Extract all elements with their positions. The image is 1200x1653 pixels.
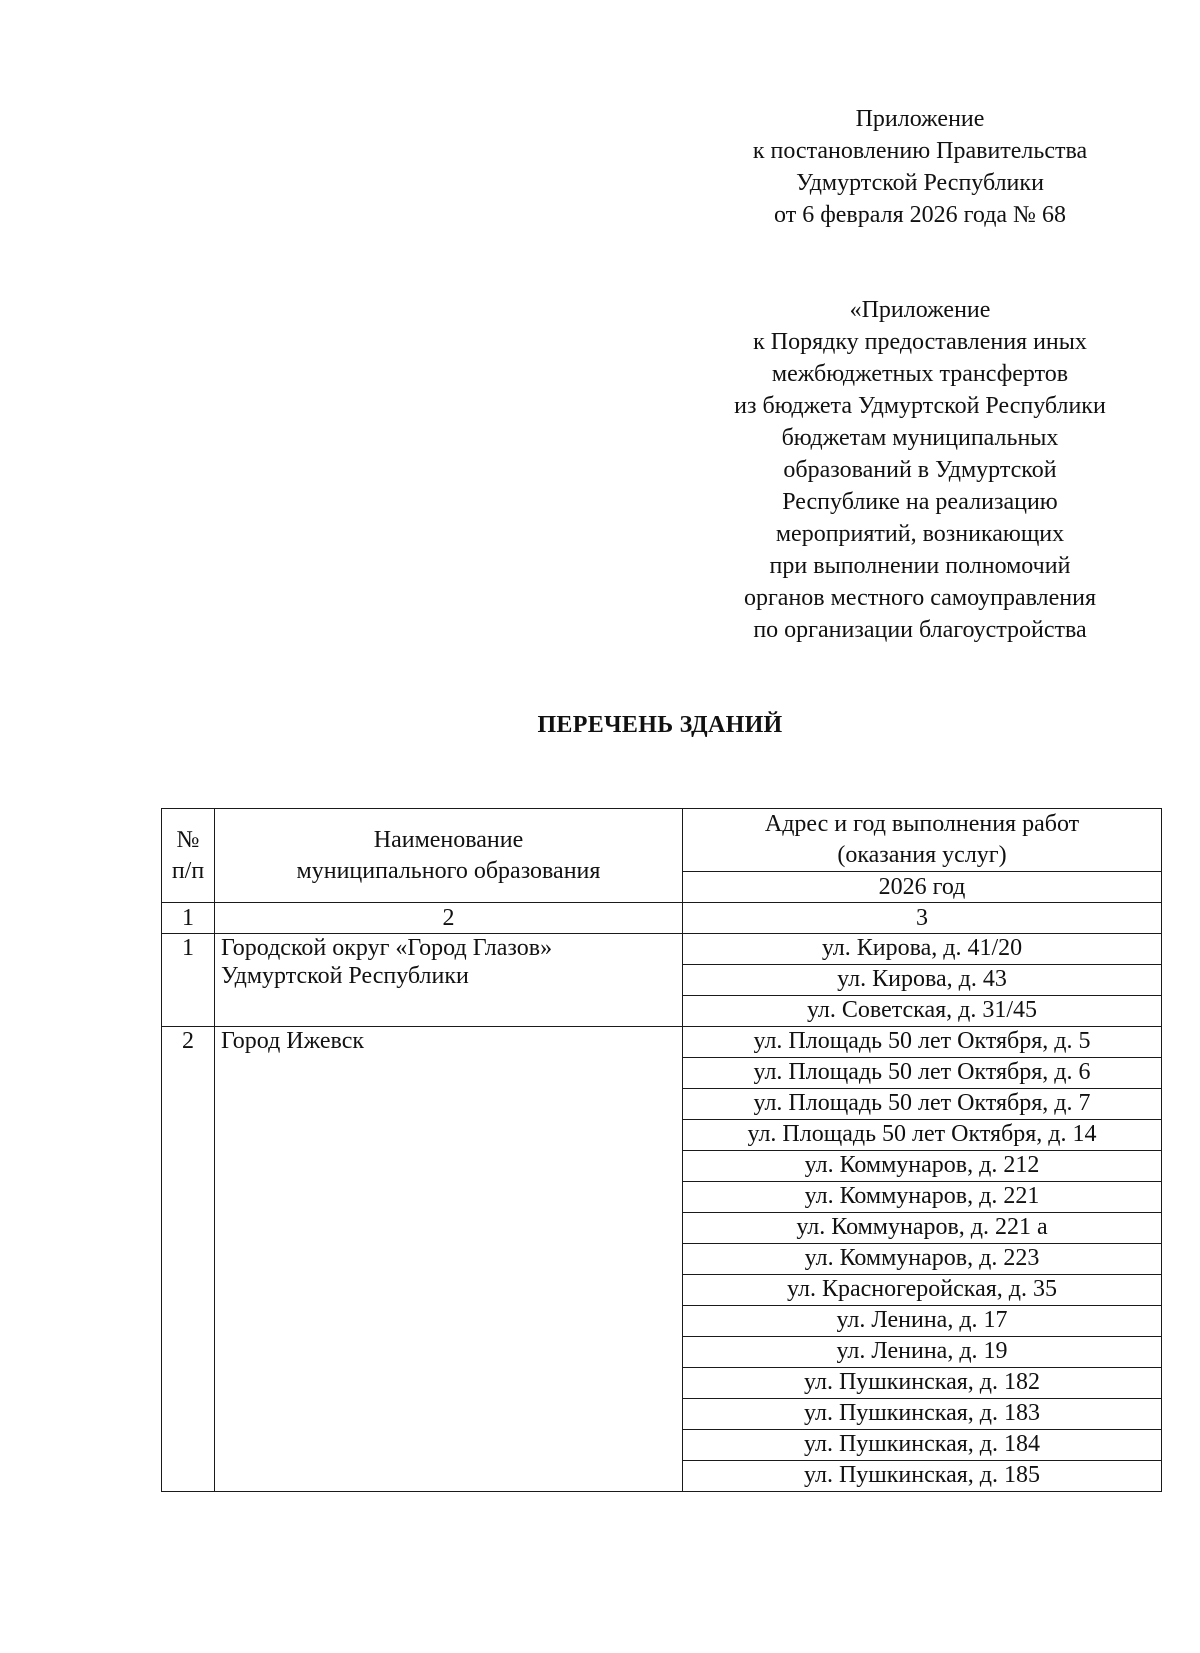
table-row — [162, 1027, 1162, 1058]
index-row — [162, 903, 1162, 934]
annex-quote-line: по организации благоустройства — [753, 617, 1087, 643]
annex-quote-line: из бюджета Удмуртской Республики — [734, 393, 1106, 419]
header-address-cell — [683, 809, 1162, 872]
municipality-name-cell — [215, 1027, 683, 1492]
annex-header — [680, 103, 1160, 231]
address-cell: ул. Советская, д. 31/45 — [683, 996, 1162, 1027]
municipality-name-cell — [215, 934, 683, 1027]
document-title: ПЕРЕЧЕНЬ ЗДАНИЙ — [537, 712, 783, 738]
address-cell: ул. Ленина, д. 17 — [683, 1306, 1162, 1337]
municipality-name-line: Удмуртской Республики — [221, 963, 469, 989]
address-cell: ул. Кирова, д. 41/20 — [683, 934, 1162, 965]
annex-quote-line: мероприятий, возникающих — [775, 521, 1065, 547]
annex-quote-line: органов местного самоуправления — [743, 585, 1097, 611]
annex-header-line: Удмуртской Республики — [796, 170, 1044, 196]
address-cell: ул. Ленина, д. 19 — [683, 1337, 1162, 1368]
annex-quote — [680, 294, 1160, 646]
address-cell: ул. Площадь 50 лет Октября, д. 5 — [683, 1027, 1162, 1058]
header-address-line2: (оказания услуг) — [837, 842, 1007, 868]
address-cell: ул. Красногеройская, д. 35 — [683, 1275, 1162, 1306]
annex-quote-line: к Порядку предоставления иных — [753, 329, 1087, 355]
annex-quote-line: при выполнении полномочий — [769, 553, 1071, 579]
annex-quote-line: Республике на реализацию — [782, 489, 1058, 515]
address-cell: ул. Коммунаров, д. 223 — [683, 1244, 1162, 1275]
annex-header-line: от 6 февраля 2026 года № 68 — [774, 202, 1066, 228]
municipality-name-line: Город Ижевск — [221, 1028, 365, 1054]
header-num-label: п/п — [171, 857, 205, 884]
header-name-line1: Наименование — [373, 826, 524, 853]
annex-quote-line: образований в Удмуртской — [783, 457, 1057, 483]
annex-header-line: Приложение — [855, 106, 985, 132]
header-num-symbol: № — [176, 826, 200, 853]
address-cell: ул. Коммунаров, д. 212 — [683, 1151, 1162, 1182]
address-cell: ул. Площадь 50 лет Октября, д. 14 — [683, 1120, 1162, 1151]
annex-header-line: к постановлению Правительства — [752, 138, 1088, 164]
address-cell: ул. Пушкинская, д. 182 — [683, 1368, 1162, 1399]
annex-quote-line: бюджетам муниципальных — [781, 425, 1059, 451]
address-cell: ул. Коммунаров, д. 221 — [683, 1182, 1162, 1213]
address-cell: ул. Коммунаров, д. 221 а — [683, 1213, 1162, 1244]
address-cell: ул. Площадь 50 лет Октября, д. 6 — [683, 1058, 1162, 1089]
header-name-cell — [215, 809, 683, 903]
address-cell: ул. Пушкинская, д. 183 — [683, 1399, 1162, 1430]
annex-quote-line: межбюджетных трансфертов — [771, 361, 1069, 387]
index-cell-3: 3 — [683, 903, 1162, 934]
index-cell-2: 2 — [215, 903, 683, 934]
row-number-cell: 2 — [162, 1027, 215, 1492]
address-cell: ул. Пушкинская, д. 184 — [683, 1430, 1162, 1461]
header-num-cell — [162, 809, 215, 903]
address-cell: ул. Пушкинская, д. 185 — [683, 1461, 1162, 1492]
table-row — [162, 934, 1162, 965]
address-cell: ул. Кирова, д. 43 — [683, 965, 1162, 996]
index-cell-1: 1 — [162, 903, 215, 934]
header-year-cell: 2026 год — [683, 872, 1162, 903]
annex-quote-line: «Приложение — [849, 297, 991, 323]
buildings-table — [161, 808, 1162, 1492]
header-row — [162, 809, 1162, 872]
address-cell: ул. Площадь 50 лет Октября, д. 7 — [683, 1089, 1162, 1120]
header-address-line1: Адрес и год выполнения работ — [764, 811, 1080, 837]
row-number-cell: 1 — [162, 934, 215, 1027]
municipality-name-line: Городской округ «Город Глазов» — [221, 935, 553, 961]
header-name-line2: муниципального образования — [296, 857, 601, 884]
